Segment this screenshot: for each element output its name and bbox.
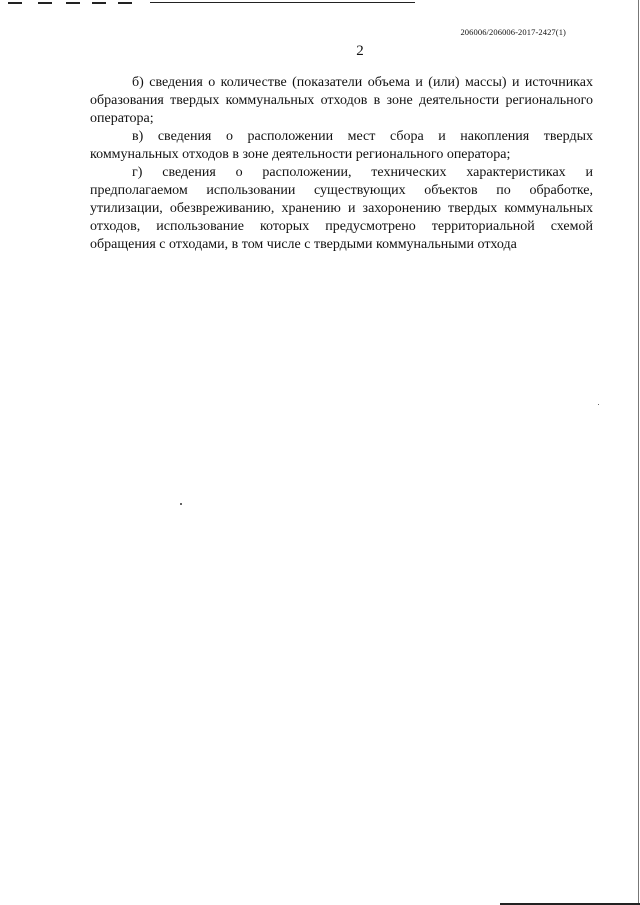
scan-dash	[118, 2, 132, 4]
paragraph-v: в) сведения о расположении мест сбора и накопления твердых коммунальных отходов в зоне деятельности регионального оператора;	[90, 129, 593, 162]
scan-top-line	[150, 2, 415, 3]
scan-dash	[38, 2, 52, 4]
paragraph-g: г) сведения о расположении, технических характеристиках и предполагаемом использовании существующих объектов по обработке, утилизации, обезвреживанию, хранению и захоронению твердых коммунальных отходов, использование которых предусмотрено территориальной схемой обращения с отходами, в том числе с твердыми коммунальными отхода	[90, 165, 593, 252]
document-id: 206006/206006-2017-2427(1)	[460, 27, 566, 37]
scan-dash	[92, 2, 106, 4]
paragraph-b: б) сведения о количестве (показатели объема и (или) массы) и источниках образования твердых коммунальных отходов в зоне деятельности регионального оператора;	[90, 75, 593, 126]
scan-top-marks	[0, 0, 640, 10]
page-number: 2	[356, 43, 364, 59]
scan-speck	[180, 503, 182, 505]
scan-speck	[598, 404, 599, 405]
scan-dash	[8, 2, 22, 4]
document-body	[90, 74, 593, 254]
scan-right-edge	[638, 0, 639, 905]
scan-dash	[66, 2, 80, 4]
